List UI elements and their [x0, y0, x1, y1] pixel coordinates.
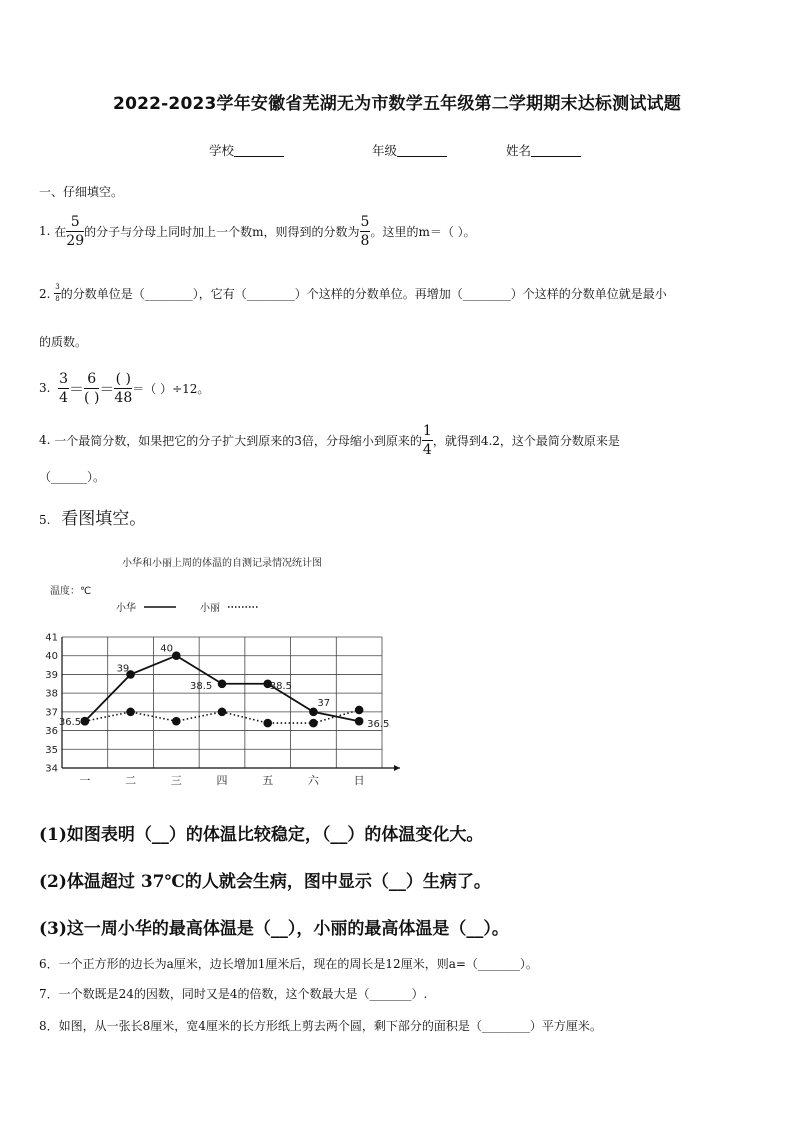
data-label-xiaohua: 38.5 — [269, 680, 292, 692]
q3-fraction-a — [58, 372, 69, 405]
grade-label: 年级 — [372, 143, 398, 158]
question-8: 8．如图，从一张长8厘米，宽4厘米的长方形纸上剪去两个圆，剩下部分的面积是（________）平方厘米。 — [39, 1019, 602, 1033]
data-point-xiaoli — [309, 719, 318, 728]
q4-f-den: 4 — [422, 441, 432, 458]
chart-title: 小华和小丽上周的体温的自测记录情况统计图 — [122, 558, 322, 569]
question-1 — [39, 213, 476, 249]
data-point-xiaoli — [355, 706, 364, 715]
data-point-xiaoli — [81, 717, 90, 726]
page-title: 2022-2023学年安徽省芜湖无为市数学五年级第二学期期末达标测试试题 — [113, 94, 681, 114]
q1-f2-den: 8 — [360, 232, 370, 249]
school-field — [209, 141, 284, 159]
name-field — [506, 141, 581, 159]
chart-ylabel: 温度：℃ — [50, 586, 92, 597]
y-tick-label: 34 — [45, 763, 58, 775]
q5-text: 看图填空。 — [61, 509, 147, 529]
q1-f1-den: 29 — [66, 232, 85, 249]
data-point-xiaohua — [355, 717, 364, 726]
y-tick-label: 41 — [45, 632, 58, 644]
data-point-xiaoli — [218, 708, 227, 717]
x-tick-label: 一 — [79, 774, 91, 787]
q2-f-den: 8 — [55, 295, 60, 303]
q3-a-num: 3 — [59, 370, 69, 387]
q2-number: 2. — [39, 286, 51, 301]
q5-sub-3: (3)这一周小华的最高体温是（__），小丽的最高体温是（__）。 — [39, 919, 509, 939]
data-point-xiaoli — [126, 708, 135, 717]
q3-b-den: ( ) — [84, 389, 100, 406]
y-tick-label: 37 — [45, 707, 58, 719]
legend-label-xiaoli: 小丽 — [200, 603, 220, 614]
question-2 — [39, 284, 667, 303]
data-point-xiaohua — [172, 651, 181, 660]
q1-f2-num: 5 — [360, 213, 370, 230]
q4-number: 4. — [39, 433, 51, 447]
q1-fraction-1 — [66, 215, 84, 248]
q2-f-num: 3 — [54, 284, 60, 294]
q2-line2: 的质数。 — [39, 335, 88, 349]
q2-line1: 的分数单位是（________），它有（________）个这样的分数单位。再增加（________）个这样的分数单位就是最小 — [60, 287, 667, 301]
q4-line1b: ，就得到4.2，这个最简分数原来是 — [432, 433, 620, 448]
q1-mid: 的分子与分母上同时加上一个数m，则得到的分数为 — [84, 224, 360, 239]
data-label-xiaohua: 40 — [160, 643, 174, 655]
q3-tail: ＝（ ）÷12。 — [132, 381, 210, 396]
q3-b-num: 6 — [84, 372, 99, 389]
school-blank — [234, 144, 284, 157]
x-tick-label: 三 — [170, 774, 182, 787]
q1-pre: 在 — [54, 224, 67, 239]
q4-line2: （______）。 — [39, 470, 106, 484]
question-6: 6．一个正方形的边长为a厘米，边长增加1厘米后，现在的周长是12厘米，则a=（_______）。 — [39, 957, 538, 971]
y-tick-label: 35 — [45, 744, 58, 756]
question-3 — [39, 366, 209, 410]
q3-fraction-b — [84, 372, 99, 405]
question-4 — [39, 421, 620, 459]
data-label-xiaohua: 38.5 — [190, 680, 213, 692]
name-blank — [531, 144, 581, 157]
data-point-xiaoli — [172, 717, 181, 726]
q3-number: 3. — [39, 381, 51, 395]
x-axis-arrow — [394, 765, 400, 771]
data-label-xiaohua: 37 — [317, 697, 331, 709]
data-label-xiaohua: 36.5 — [58, 717, 82, 729]
data-point-xiaohua — [218, 679, 227, 688]
x-tick-label: 日 — [353, 774, 365, 787]
data-label-xiaohua: 36.5 — [367, 719, 390, 731]
section-heading: 一、仔细填空。 — [39, 185, 124, 199]
q3-a-den: 4 — [59, 389, 69, 406]
y-tick-label: 40 — [45, 651, 58, 663]
grade-field — [372, 141, 447, 159]
data-point-xiaoli — [263, 719, 272, 728]
q4-line1a: 一个最简分数，如果把它的分子扩大到原来的3倍，分母缩小到原来的 — [54, 433, 422, 448]
q4-f-num: 1 — [422, 422, 432, 439]
y-tick-label: 39 — [45, 669, 58, 681]
y-tick-label: 36 — [45, 726, 58, 738]
name-label: 姓名 — [506, 143, 532, 158]
x-tick-label: 二 — [125, 774, 137, 787]
q1-number: 1. — [39, 224, 51, 238]
q4-fraction — [422, 424, 433, 457]
grade-blank — [397, 144, 447, 157]
q3-fraction-c — [114, 372, 132, 405]
q3-eq-1: ＝ — [69, 379, 85, 398]
temperature-line-chart — [40, 548, 410, 798]
q1-f1-num: 5 — [66, 215, 84, 232]
x-tick-label: 六 — [307, 774, 319, 787]
q3-c-num: ( ) — [115, 370, 132, 387]
q1-post: 。这里的m＝（ ）。 — [370, 224, 476, 239]
q5-sub-2: (2)体温超过 37℃的人就会生病，图中显示（__）生病了。 — [39, 872, 491, 892]
q5-number: 5. — [39, 513, 51, 527]
q3-c-den: 48 — [114, 389, 133, 406]
question-7: 7．一个数既是24的因数，同时又是4的倍数，这个数最大是（_______）. — [39, 987, 428, 1001]
x-tick-label: 五 — [262, 774, 274, 787]
q3-eq-2: ＝ — [99, 379, 115, 398]
school-label: 学校 — [209, 143, 235, 158]
x-tick-label: 四 — [216, 774, 228, 787]
q1-fraction-2 — [360, 215, 371, 248]
y-tick-label: 38 — [45, 688, 58, 700]
question-5 — [39, 504, 146, 529]
data-label-xiaohua: 39 — [116, 663, 130, 675]
legend-label-xiaohua: 小华 — [116, 603, 136, 614]
q5-sub-1: (1)如图表明（__）的体温比较稳定，（__）的体温变化大。 — [39, 825, 484, 845]
